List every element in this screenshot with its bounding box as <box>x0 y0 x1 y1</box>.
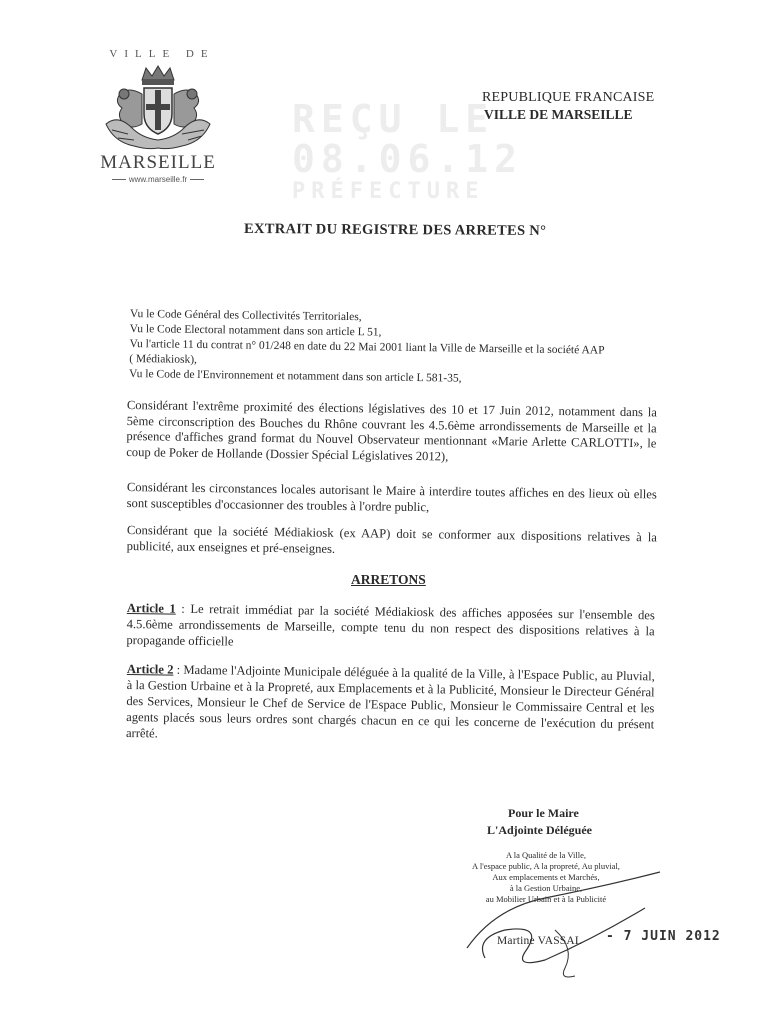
considerant-paragraph: Considérant l'extrême proximité des élections législatives des 10 et 17 Juin 2012, notamment dans la 5ème circonscription des Bouches du Rhône couvrant les 4.5.6ème arrondissements de Marseille et la présence d'affiches grand format du Nouvel Observateur mentionnant «Marie Arlette CARLOTTI», le coup de Poker de Hollande (Dossier Spécial Législatives 2012), <box>126 398 657 463</box>
document-title: EXTRAIT DU REGISTRE DES ARRETES N° <box>243 220 547 240</box>
article-text: : Madame l'Adjointe Municipale déléguée à la qualité de la Ville, à l'Espace Public, au Pluvial, à la Gestion Urbaine et à la Propreté, aux Emplacements et à la Publicité, Monsieur le Directeur Général des Services, Monsieur le Chef de Service de l'Espace Public, Monsieur le Commissaire Central et les agents placés sous leurs ordres sont chargés chacun en ce qui les concerne de l'exécution du présent arrêté. <box>125 662 655 741</box>
vu-line: Vu le Code Electoral notamment dans son article L 51, <box>129 322 382 339</box>
legal-references <box>129 307 670 390</box>
delegation-line: au Mobilier Urbain et à la Publicité <box>485 894 607 904</box>
article-2 <box>126 661 655 748</box>
signature-deputy-title: L'Adjointe Déléguée <box>487 823 592 837</box>
logo-website: www.marseille.fr <box>78 175 238 184</box>
delegation-line: A la Qualité de la Ville, <box>505 850 587 860</box>
vu-line: Vu le Code Général des Collectivités Territoriales, <box>129 307 362 324</box>
date-stamp: - 7 JUIN 2012 <box>606 929 721 944</box>
header-city: VILLE DE MARSEILLE <box>484 107 633 122</box>
vu-line: Vu le Code de l'Environnement et notamment dans son article L 581-35, <box>128 367 462 385</box>
signature-for-mayor: Pour le Maire <box>508 806 579 820</box>
stamp-line: PRÉFECTURE <box>292 178 485 204</box>
arretons-heading: ARRETONS <box>351 572 426 587</box>
delegation-line: A l'espace public, A la propreté, Au pluvial, <box>472 861 620 871</box>
logo-ville-de: VILLE DE <box>109 48 215 60</box>
signer-name: Martine VASSAL <box>497 935 583 947</box>
coat-of-arms-icon <box>98 64 218 152</box>
logo-city-name: MARSEILLE <box>100 152 216 173</box>
vu-line: Vu l'article 11 du contrat n° 01/248 en date du 22 Mai 2001 liant la Ville de Marseille et la société AAP <box>129 337 605 357</box>
considerant-paragraph: Considérant que la société Médiakiosk (ex AAP) doit se conformer aux dispositions relatives à la publicité, aux enseignes et pré-enseignes. <box>126 523 657 556</box>
article-1 <box>126 600 655 655</box>
stamp-line: REÇU LE <box>292 97 495 141</box>
handwritten-signature-icon <box>455 868 675 988</box>
article-label: Article 2 <box>126 661 174 677</box>
marseille-logo <box>78 48 238 184</box>
header-republic: REPUBLIQUE FRANCAISE <box>482 90 655 105</box>
delegation-line: à la Gestion Urbaine, <box>509 883 583 893</box>
vu-line: ( Médiakiosk), <box>129 352 198 366</box>
delegation-line: Aux emplacements et Marchés, <box>492 872 600 882</box>
article-label: Article 1 <box>126 600 176 616</box>
article-text: : Le retrait immédiat par la société Médiakiosk des affiches apposées sur l'ensemble des 4.5.6ème arrondissements de Marseille, compte tenu du non respect des dispositions relatives à la propagande officielle <box>126 601 655 649</box>
stamp-line: 08.06.12 <box>292 136 524 181</box>
considerant-paragraph: Considérant les circonstances locales autorisant le Maire à interdire toutes affiches en des lieux où elles sont susceptibles d'occasionner des troubles à l'ordre public, <box>126 480 657 514</box>
